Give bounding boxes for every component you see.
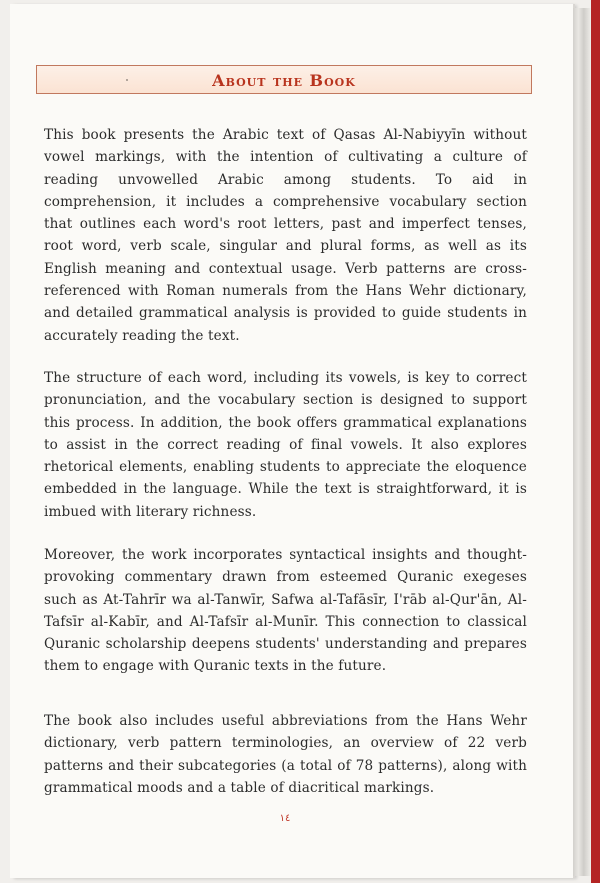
paragraph-intro: This book presents the Arabic text of Qasas Al-Nabiyyīn without vowel markings, with the intention of cultivating a culture of reading unvowelled Arabic among students. To aid in comprehension, it includes a comprehensive vocabulary section that outlines each word's root letters, past and imperfect tenses, root word, verb scale, singular and plural forms, as well as its English meaning and contextual usage. Verb patterns are cross-referenced with Roman numerals from the Hans Wehr dictionary, and detailed grammatical analysis is provided to guide students in accurately reading the text.: [44, 127, 527, 344]
paragraph-structure: The structure of each word, including its vowels, is key to correct pronunciation, and the vocabulary section is designed to support this process. In addition, the book offers grammatical explanations to assist in the correct reading of final vowels. It also explores rhetorical elements, enabling students to appreciate the eloquence embedded in the language. While the text is straightforward, it is imbued with literary richness.: [44, 370, 527, 520]
book-cover-edge: [591, 0, 600, 883]
page-edge: [573, 8, 591, 876]
paragraph-exegeses: Moreover, the work incorporates syntactical insights and thought-provoking commentary drawn from esteemed Quranic exegeses such as At-Tahrīr wa al-Tanwīr, Safwa al-Tafāsīr, I'rāb al-Qur'ān, Al-Tafsīr al-Kabīr, and Al-Tafsīr al-Munīr. This connection to classical Quranic scholarship deepens students' understanding and prepares them to engage with Quranic texts in the future.: [44, 547, 527, 675]
paragraph-appendices: The book also includes useful abbreviations from the Hans Wehr dictionary, verb pattern terminologies, an overview of 22 verb patterns and their subcategories (a total of 78 patterns), along with grammatical moods and a table of diacritical markings.: [44, 713, 527, 796]
scan-speck: [126, 79, 128, 81]
page-title: About the Book: [212, 71, 356, 90]
heading-banner: [36, 65, 532, 94]
page-number: ١٤: [279, 813, 291, 824]
